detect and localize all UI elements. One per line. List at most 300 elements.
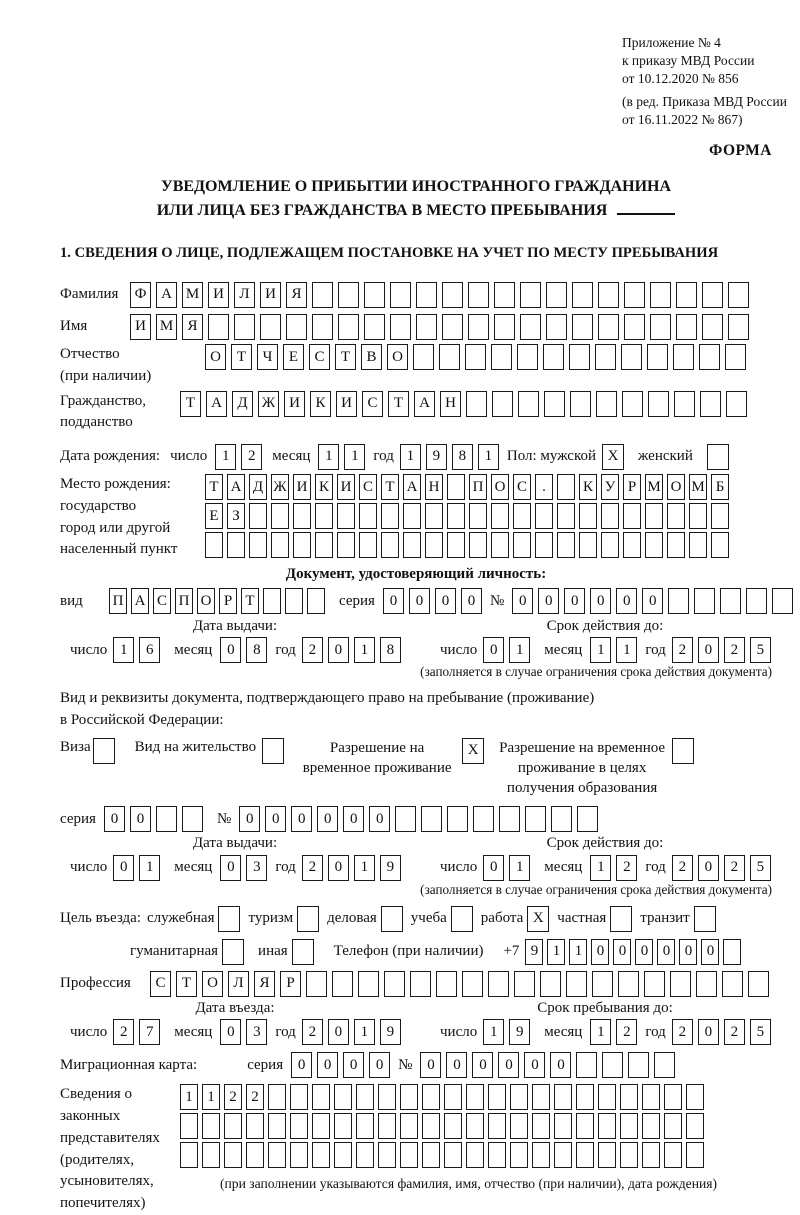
char-box[interactable] xyxy=(293,532,311,558)
char-box[interactable] xyxy=(576,1052,597,1078)
char-box[interactable]: 0 xyxy=(220,637,241,663)
char-box[interactable]: 1 xyxy=(569,939,587,965)
char-box[interactable] xyxy=(268,1113,286,1139)
char-box[interactable]: 0 xyxy=(679,939,697,965)
char-box[interactable] xyxy=(492,391,513,417)
char-box[interactable] xyxy=(628,1052,649,1078)
char-box[interactable]: М xyxy=(689,474,707,500)
char-box[interactable]: З xyxy=(227,503,245,529)
char-box[interactable]: А xyxy=(131,588,149,614)
char-box[interactable]: С xyxy=(513,474,531,500)
char-box[interactable] xyxy=(249,503,267,529)
char-box[interactable] xyxy=(664,1113,682,1139)
char-box[interactable]: С xyxy=(309,344,330,370)
char-box[interactable] xyxy=(271,532,289,558)
char-box[interactable] xyxy=(442,282,463,308)
char-box[interactable] xyxy=(576,1084,594,1110)
char-box[interactable] xyxy=(390,282,411,308)
char-box[interactable]: 0 xyxy=(564,588,585,614)
char-box[interactable]: 2 xyxy=(724,637,745,663)
char-box[interactable]: 3 xyxy=(246,855,267,881)
char-box[interactable] xyxy=(403,532,421,558)
birth-place-line3-input[interactable] xyxy=(205,532,729,558)
char-box[interactable] xyxy=(650,314,671,340)
char-box[interactable]: 0 xyxy=(239,806,260,832)
char-box[interactable] xyxy=(205,532,223,558)
char-box[interactable]: 2 xyxy=(246,1084,264,1110)
char-box[interactable]: 0 xyxy=(317,1052,338,1078)
char-box[interactable]: Я xyxy=(254,971,275,997)
residence-valid-month[interactable] xyxy=(590,855,637,881)
char-box[interactable] xyxy=(425,532,443,558)
char-box[interactable] xyxy=(285,588,303,614)
char-box[interactable]: 8 xyxy=(380,637,401,663)
char-box[interactable] xyxy=(644,971,665,997)
char-box[interactable]: 2 xyxy=(616,1019,637,1045)
char-box[interactable]: У xyxy=(601,474,619,500)
char-box[interactable]: С xyxy=(359,474,377,500)
char-box[interactable] xyxy=(696,971,717,997)
char-box[interactable] xyxy=(598,1142,616,1168)
char-box[interactable]: 1 xyxy=(400,444,421,470)
char-box[interactable]: 0 xyxy=(698,855,719,881)
char-box[interactable] xyxy=(180,1142,198,1168)
identity-issue-year[interactable] xyxy=(302,637,401,663)
char-box[interactable]: 0 xyxy=(328,637,349,663)
char-box[interactable]: Я xyxy=(182,314,203,340)
char-box[interactable] xyxy=(208,314,229,340)
char-box[interactable] xyxy=(623,503,641,529)
char-box[interactable] xyxy=(513,503,531,529)
char-box[interactable]: А xyxy=(403,474,421,500)
char-box[interactable] xyxy=(686,1142,704,1168)
char-box[interactable]: И xyxy=(208,282,229,308)
residence-issue-day[interactable] xyxy=(113,855,160,881)
birth-place-line2-input[interactable] xyxy=(205,503,729,529)
char-box[interactable] xyxy=(598,1113,616,1139)
doc-series-input[interactable] xyxy=(383,588,482,614)
char-box[interactable] xyxy=(642,1084,660,1110)
char-box[interactable]: В xyxy=(361,344,382,370)
char-box[interactable] xyxy=(306,971,327,997)
char-box[interactable]: Т xyxy=(176,971,197,997)
doc-number-input[interactable] xyxy=(512,588,793,614)
char-box[interactable]: П xyxy=(109,588,127,614)
char-box[interactable] xyxy=(436,971,457,997)
char-box[interactable]: 1 xyxy=(509,855,530,881)
char-box[interactable] xyxy=(532,1142,550,1168)
char-box[interactable] xyxy=(312,314,333,340)
char-box[interactable] xyxy=(624,314,645,340)
char-box[interactable] xyxy=(271,503,289,529)
residence-number-input[interactable] xyxy=(239,806,598,832)
char-box[interactable] xyxy=(202,1113,220,1139)
char-box[interactable] xyxy=(514,971,535,997)
char-box[interactable] xyxy=(601,532,619,558)
char-box[interactable] xyxy=(491,532,509,558)
char-box[interactable]: 2 xyxy=(241,444,262,470)
char-box[interactable] xyxy=(598,1084,616,1110)
char-box[interactable] xyxy=(473,806,494,832)
char-box[interactable] xyxy=(268,1142,286,1168)
char-box[interactable] xyxy=(723,939,741,965)
char-box[interactable]: 0 xyxy=(369,1052,390,1078)
char-box[interactable]: Т xyxy=(388,391,409,417)
char-box[interactable]: К xyxy=(579,474,597,500)
visa-checkbox[interactable] xyxy=(93,738,115,764)
identity-valid-year[interactable] xyxy=(672,637,771,663)
char-box[interactable] xyxy=(358,971,379,997)
char-box[interactable] xyxy=(551,806,572,832)
char-box[interactable] xyxy=(510,1142,528,1168)
char-box[interactable] xyxy=(579,532,597,558)
char-box[interactable]: Т xyxy=(335,344,356,370)
char-box[interactable] xyxy=(579,503,597,529)
char-box[interactable]: 8 xyxy=(452,444,473,470)
char-box[interactable] xyxy=(722,971,743,997)
char-box[interactable] xyxy=(307,588,325,614)
char-box[interactable] xyxy=(334,1084,352,1110)
char-box[interactable] xyxy=(654,1052,675,1078)
residence-series-input[interactable] xyxy=(104,806,203,832)
char-box[interactable]: И xyxy=(293,474,311,500)
char-box[interactable] xyxy=(699,344,720,370)
char-box[interactable] xyxy=(711,532,729,558)
char-box[interactable] xyxy=(293,503,311,529)
char-box[interactable] xyxy=(576,1142,594,1168)
char-box[interactable] xyxy=(686,1084,704,1110)
char-box[interactable] xyxy=(772,588,793,614)
char-box[interactable]: 1 xyxy=(478,444,499,470)
char-box[interactable]: 0 xyxy=(498,1052,519,1078)
char-box[interactable] xyxy=(592,971,613,997)
char-box[interactable]: 0 xyxy=(483,855,504,881)
char-box[interactable] xyxy=(403,503,421,529)
char-box[interactable] xyxy=(312,1084,330,1110)
sex-female-checkbox[interactable] xyxy=(707,444,729,470)
char-box[interactable] xyxy=(416,282,437,308)
char-box[interactable] xyxy=(546,314,567,340)
char-box[interactable] xyxy=(673,344,694,370)
char-box[interactable] xyxy=(422,1113,440,1139)
char-box[interactable]: 1 xyxy=(547,939,565,965)
char-box[interactable]: 1 xyxy=(180,1084,198,1110)
char-box[interactable] xyxy=(182,806,203,832)
char-box[interactable]: 1 xyxy=(139,855,160,881)
char-box[interactable]: 0 xyxy=(328,1019,349,1045)
residence-issue-year[interactable] xyxy=(302,855,401,881)
char-box[interactable] xyxy=(444,1113,462,1139)
char-box[interactable] xyxy=(728,282,749,308)
char-box[interactable] xyxy=(249,532,267,558)
char-box[interactable] xyxy=(702,282,723,308)
char-box[interactable] xyxy=(554,1142,572,1168)
char-box[interactable]: 0 xyxy=(613,939,631,965)
char-box[interactable] xyxy=(410,971,431,997)
char-box[interactable]: 0 xyxy=(291,1052,312,1078)
char-box[interactable]: 1 xyxy=(344,444,365,470)
char-box[interactable]: 9 xyxy=(509,1019,530,1045)
residence-valid-day[interactable] xyxy=(483,855,530,881)
char-box[interactable]: 1 xyxy=(202,1084,220,1110)
char-box[interactable]: 0 xyxy=(512,588,533,614)
char-box[interactable]: 2 xyxy=(302,855,323,881)
char-box[interactable] xyxy=(290,1113,308,1139)
stay-day[interactable] xyxy=(483,1019,530,1045)
char-box[interactable]: Б xyxy=(711,474,729,500)
char-box[interactable]: 5 xyxy=(750,637,771,663)
char-box[interactable] xyxy=(439,344,460,370)
char-box[interactable] xyxy=(421,806,442,832)
char-box[interactable]: 0 xyxy=(635,939,653,965)
temp-residence-education-checkbox[interactable] xyxy=(672,738,694,764)
char-box[interactable]: Р xyxy=(623,474,641,500)
char-box[interactable] xyxy=(546,282,567,308)
char-box[interactable]: 1 xyxy=(354,637,375,663)
char-box[interactable]: 5 xyxy=(750,855,771,881)
char-box[interactable] xyxy=(535,503,553,529)
char-box[interactable]: 0 xyxy=(383,588,404,614)
char-box[interactable] xyxy=(676,314,697,340)
char-box[interactable]: М xyxy=(182,282,203,308)
char-box[interactable] xyxy=(667,532,685,558)
char-box[interactable] xyxy=(338,314,359,340)
purpose-private-checkbox[interactable] xyxy=(610,906,632,932)
char-box[interactable] xyxy=(510,1113,528,1139)
char-box[interactable] xyxy=(488,1142,506,1168)
char-box[interactable] xyxy=(601,503,619,529)
char-box[interactable]: 0 xyxy=(616,588,637,614)
char-box[interactable] xyxy=(689,532,707,558)
char-box[interactable] xyxy=(667,503,685,529)
char-box[interactable]: М xyxy=(645,474,663,500)
char-box[interactable]: К xyxy=(310,391,331,417)
char-box[interactable]: О xyxy=(197,588,215,614)
char-box[interactable] xyxy=(400,1084,418,1110)
char-box[interactable]: 0 xyxy=(130,806,151,832)
char-box[interactable]: 0 xyxy=(550,1052,571,1078)
birth-day-input[interactable] xyxy=(215,444,262,470)
char-box[interactable]: Е xyxy=(283,344,304,370)
char-box[interactable]: 7 xyxy=(139,1019,160,1045)
char-box[interactable]: 0 xyxy=(343,1052,364,1078)
char-box[interactable]: 6 xyxy=(139,637,160,663)
char-box[interactable]: 9 xyxy=(380,855,401,881)
char-box[interactable] xyxy=(488,971,509,997)
residence-permit-checkbox[interactable] xyxy=(262,738,284,764)
char-box[interactable] xyxy=(676,282,697,308)
char-box[interactable] xyxy=(532,1084,550,1110)
char-box[interactable]: 0 xyxy=(220,855,241,881)
char-box[interactable]: 0 xyxy=(369,806,390,832)
char-box[interactable]: 0 xyxy=(698,1019,719,1045)
char-box[interactable]: Л xyxy=(234,282,255,308)
char-box[interactable] xyxy=(544,391,565,417)
char-box[interactable]: 0 xyxy=(409,588,430,614)
purpose-humanitarian-checkbox[interactable] xyxy=(222,939,244,965)
surname-input[interactable] xyxy=(130,282,749,308)
char-box[interactable] xyxy=(510,1084,528,1110)
char-box[interactable] xyxy=(664,1142,682,1168)
char-box[interactable]: 0 xyxy=(446,1052,467,1078)
given-name-input[interactable] xyxy=(130,314,749,340)
char-box[interactable] xyxy=(566,971,587,997)
entry-month[interactable] xyxy=(220,1019,267,1045)
char-box[interactable] xyxy=(711,503,729,529)
char-box[interactable]: К xyxy=(315,474,333,500)
char-box[interactable] xyxy=(618,971,639,997)
char-box[interactable] xyxy=(337,532,355,558)
char-box[interactable] xyxy=(602,1052,623,1078)
char-box[interactable]: 0 xyxy=(113,855,134,881)
doc-kind-input[interactable] xyxy=(109,588,325,614)
char-box[interactable]: 0 xyxy=(328,855,349,881)
char-box[interactable] xyxy=(650,282,671,308)
char-box[interactable] xyxy=(359,503,377,529)
char-box[interactable] xyxy=(488,1084,506,1110)
char-box[interactable] xyxy=(290,1142,308,1168)
char-box[interactable]: 2 xyxy=(302,637,323,663)
char-box[interactable] xyxy=(720,588,741,614)
char-box[interactable] xyxy=(466,1084,484,1110)
char-box[interactable]: И xyxy=(260,282,281,308)
char-box[interactable]: 0 xyxy=(265,806,286,832)
char-box[interactable] xyxy=(748,971,769,997)
char-box[interactable]: 1 xyxy=(354,855,375,881)
patronymic-input[interactable] xyxy=(205,344,746,370)
char-box[interactable] xyxy=(312,1113,330,1139)
temp-residence-checkbox[interactable]: X xyxy=(462,738,484,764)
char-box[interactable]: С xyxy=(153,588,171,614)
char-box[interactable] xyxy=(234,314,255,340)
profession-input[interactable] xyxy=(150,971,769,997)
char-box[interactable] xyxy=(645,503,663,529)
representatives-line3-input[interactable] xyxy=(180,1142,717,1168)
char-box[interactable]: 0 xyxy=(435,588,456,614)
char-box[interactable] xyxy=(312,282,333,308)
char-box[interactable] xyxy=(488,1113,506,1139)
char-box[interactable] xyxy=(645,532,663,558)
char-box[interactable] xyxy=(686,1113,704,1139)
char-box[interactable] xyxy=(156,806,177,832)
char-box[interactable]: Т xyxy=(231,344,252,370)
char-box[interactable]: А xyxy=(414,391,435,417)
stay-month[interactable] xyxy=(590,1019,637,1045)
char-box[interactable] xyxy=(494,314,515,340)
char-box[interactable]: С xyxy=(150,971,171,997)
char-box[interactable]: Д xyxy=(249,474,267,500)
char-box[interactable]: А xyxy=(156,282,177,308)
char-box[interactable]: О xyxy=(491,474,509,500)
char-box[interactable] xyxy=(381,503,399,529)
entry-day[interactable] xyxy=(113,1019,160,1045)
char-box[interactable] xyxy=(466,391,487,417)
char-box[interactable]: Р xyxy=(219,588,237,614)
char-box[interactable]: 0 xyxy=(472,1052,493,1078)
char-box[interactable]: 1 xyxy=(483,1019,504,1045)
char-box[interactable]: 2 xyxy=(724,855,745,881)
char-box[interactable]: Д xyxy=(232,391,253,417)
migration-series-input[interactable] xyxy=(291,1052,390,1078)
char-box[interactable] xyxy=(286,314,307,340)
char-box[interactable]: 0 xyxy=(317,806,338,832)
char-box[interactable] xyxy=(620,1084,638,1110)
char-box[interactable] xyxy=(356,1142,374,1168)
char-box[interactable]: 0 xyxy=(701,939,719,965)
char-box[interactable] xyxy=(466,1113,484,1139)
char-box[interactable]: 0 xyxy=(698,637,719,663)
char-box[interactable]: 0 xyxy=(420,1052,441,1078)
char-box[interactable]: Л xyxy=(228,971,249,997)
migration-number-input[interactable] xyxy=(420,1052,675,1078)
char-box[interactable] xyxy=(621,344,642,370)
char-box[interactable]: 9 xyxy=(380,1019,401,1045)
char-box[interactable] xyxy=(520,282,541,308)
char-box[interactable] xyxy=(700,391,721,417)
char-box[interactable]: Т xyxy=(180,391,201,417)
char-box[interactable] xyxy=(572,314,593,340)
char-box[interactable] xyxy=(596,391,617,417)
purpose-study-checkbox[interactable] xyxy=(451,906,473,932)
char-box[interactable] xyxy=(246,1142,264,1168)
char-box[interactable] xyxy=(468,282,489,308)
char-box[interactable]: 0 xyxy=(343,806,364,832)
char-box[interactable]: 2 xyxy=(113,1019,134,1045)
char-box[interactable] xyxy=(224,1142,242,1168)
char-box[interactable] xyxy=(702,314,723,340)
char-box[interactable] xyxy=(517,344,538,370)
char-box[interactable] xyxy=(444,1142,462,1168)
char-box[interactable] xyxy=(491,503,509,529)
sex-male-checkbox[interactable]: X xyxy=(602,444,624,470)
char-box[interactable] xyxy=(462,971,483,997)
stay-year[interactable] xyxy=(672,1019,771,1045)
purpose-other-checkbox[interactable] xyxy=(292,939,314,965)
char-box[interactable]: М xyxy=(156,314,177,340)
char-box[interactable] xyxy=(598,314,619,340)
char-box[interactable] xyxy=(447,806,468,832)
char-box[interactable]: 1 xyxy=(616,637,637,663)
char-box[interactable]: 2 xyxy=(224,1084,242,1110)
char-box[interactable] xyxy=(620,1142,638,1168)
char-box[interactable] xyxy=(576,1113,594,1139)
char-box[interactable] xyxy=(260,314,281,340)
char-box[interactable]: 1 xyxy=(215,444,236,470)
char-box[interactable] xyxy=(570,391,591,417)
char-box[interactable]: 0 xyxy=(104,806,125,832)
char-box[interactable] xyxy=(413,344,434,370)
residence-valid-year[interactable] xyxy=(672,855,771,881)
char-box[interactable] xyxy=(290,1084,308,1110)
char-box[interactable]: 0 xyxy=(657,939,675,965)
identity-valid-month[interactable] xyxy=(590,637,637,663)
char-box[interactable] xyxy=(513,532,531,558)
char-box[interactable] xyxy=(535,532,553,558)
char-box[interactable]: 2 xyxy=(672,1019,693,1045)
char-box[interactable]: Т xyxy=(381,474,399,500)
char-box[interactable] xyxy=(674,391,695,417)
char-box[interactable] xyxy=(400,1142,418,1168)
residence-issue-month[interactable] xyxy=(220,855,267,881)
char-box[interactable]: И xyxy=(284,391,305,417)
char-box[interactable] xyxy=(312,1142,330,1168)
char-box[interactable]: Я xyxy=(286,282,307,308)
birth-month-input[interactable] xyxy=(318,444,365,470)
char-box[interactable]: А xyxy=(206,391,227,417)
char-box[interactable]: 1 xyxy=(113,637,134,663)
char-box[interactable]: Р xyxy=(280,971,301,997)
char-box[interactable]: Ф xyxy=(130,282,151,308)
